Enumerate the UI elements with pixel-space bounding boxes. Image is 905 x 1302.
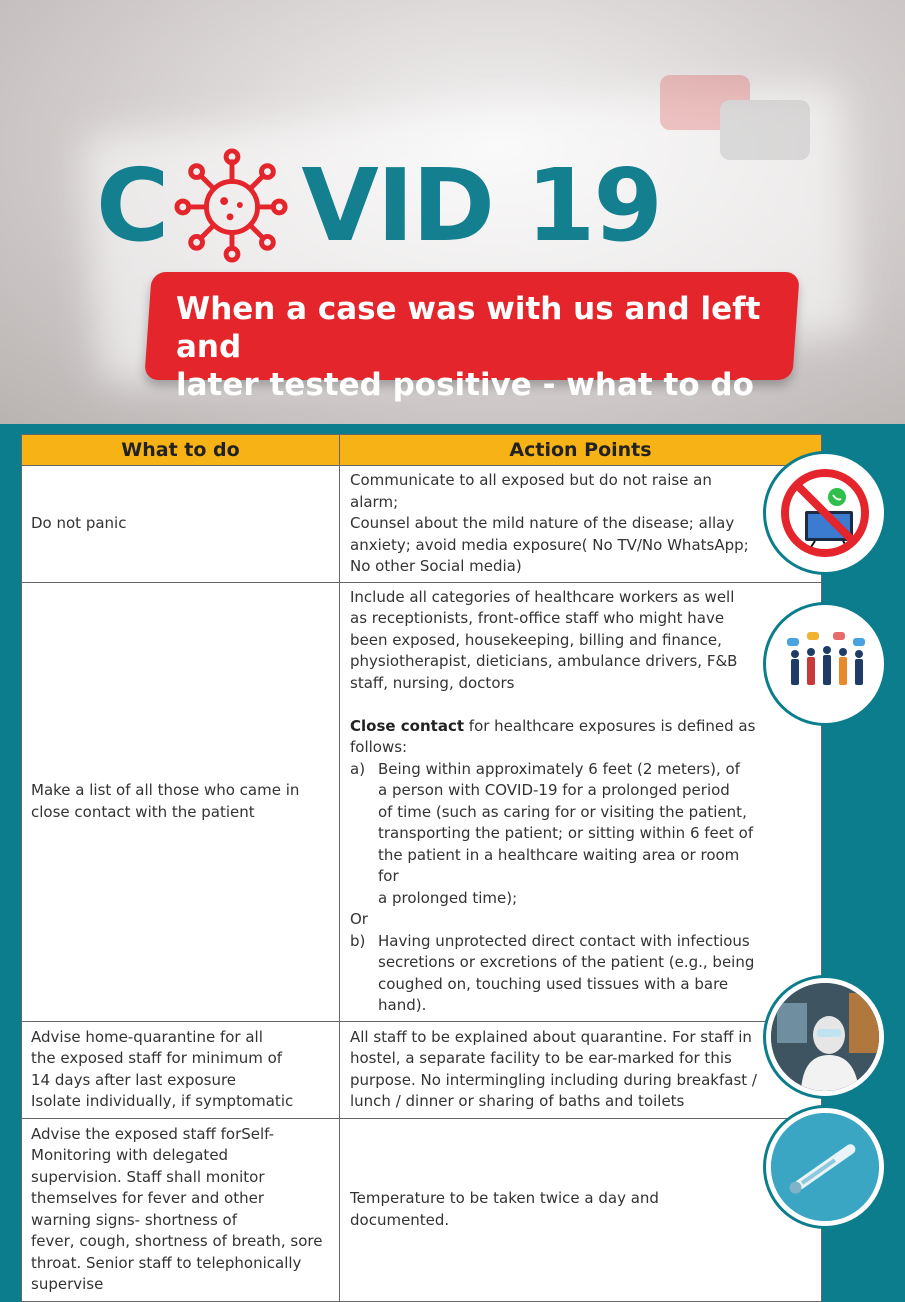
list-label-a: a)	[350, 759, 366, 778]
row3-what-line: Advise home-quarantine for all	[31, 1027, 263, 1046]
row4-what-line: warning signs- shortness of	[31, 1210, 237, 1229]
row1-action-line: Communicate to all exposed but do not raise an alarm;	[350, 471, 712, 511]
no-tv-whatsapp-icon	[766, 454, 884, 572]
row1-action-line: No other Social media)	[350, 557, 522, 575]
row3-what	[22, 1021, 340, 1118]
list-text-b	[378, 931, 761, 1017]
row3-action-line: purpose. No intermingling including during breakfast /	[350, 1070, 757, 1089]
row1-action-line: Counsel about the mild nature of the disease; allay	[350, 514, 735, 532]
list-a-line: transporting the patient; or sitting within 6 feet of	[378, 824, 754, 842]
row2-action	[340, 582, 822, 1021]
banner-heading	[176, 290, 776, 404]
faded-logo-icon	[650, 70, 820, 190]
row2-what	[22, 582, 340, 1021]
people-talking-icon	[766, 605, 884, 723]
row1-action-line: anxiety; avoid media exposure( No TV/No WhatsApp;	[350, 535, 749, 554]
row4-what-line: Monitoring with delegated	[31, 1146, 229, 1164]
row1-what	[22, 466, 340, 583]
row2-what-line: close contact with the patient	[31, 802, 255, 821]
list-text-a	[378, 759, 761, 910]
row3-action	[340, 1021, 822, 1118]
list-item-a	[350, 759, 761, 910]
title-vid-19: VID 19	[301, 146, 661, 264]
row2-what-line: Make a list of all those who came in	[31, 781, 300, 799]
close-contact-rest: for healthcare exposures is defined as	[464, 716, 756, 735]
row2-intro-line: physiotherapist, dieticians, ambulance drivers, F&B	[350, 652, 738, 670]
action-table	[21, 434, 822, 1302]
list-b-line: coughed on, touching used tissues with a bare	[378, 974, 729, 993]
table-row	[22, 1118, 822, 1301]
row2-intro-line: staff, nursing, doctors	[350, 673, 515, 692]
row4-what-line: Advise the exposed staff forSelf-	[31, 1124, 275, 1143]
row4-what-line: themselves for fever and other	[31, 1189, 265, 1207]
covid19-title	[96, 146, 661, 264]
row3-action-line: All staff to be explained about quarantine. For staff in	[350, 1027, 752, 1046]
row4-what-line: fever, cough, shortness of breath, sore	[31, 1232, 323, 1250]
list-a-line: a prolonged time);	[378, 888, 518, 907]
virus-icon	[173, 146, 291, 264]
list-label-b: b)	[350, 931, 366, 950]
list-b-line: Having unprotected direct contact with infectious	[378, 931, 750, 950]
row3-what-line: 14 days after last exposure	[31, 1070, 237, 1089]
row4-what-line: throat. Senior staff to telephonically	[31, 1253, 302, 1272]
row3-action-line: hostel, a separate facility to be ear-marked for this	[350, 1049, 732, 1067]
list-a-line: a person with COVID-19 for a prolonged period	[378, 781, 730, 799]
row4-what-line: supervision. Staff shall monitor	[31, 1167, 265, 1186]
table-row	[22, 1021, 822, 1118]
list-item-b	[350, 931, 761, 1017]
or-line: Or	[350, 910, 368, 928]
close-contact-line	[350, 716, 761, 738]
list-a-line: Being within approximately 6 feet (2 meters), of	[378, 759, 740, 778]
banner-line-2: later tested positive - what to do	[176, 367, 754, 403]
header-area	[0, 0, 905, 424]
list-a-line: of time (such as caring for or visiting the patient,	[378, 802, 747, 821]
title-letter-c: C	[96, 146, 168, 264]
row2-intro-line: been exposed, housekeeping, billing and finance,	[350, 630, 722, 649]
table-row	[22, 466, 822, 583]
row3-action-line: lunch / dinner or sharing of baths and toilets	[350, 1092, 685, 1110]
row2-intro-line: as receptionists, front-office staff who might have	[350, 609, 725, 627]
close-contact-bold: Close contact	[350, 716, 465, 735]
list-b-line: hand).	[378, 996, 427, 1014]
row4-action	[340, 1118, 822, 1301]
row2-intro-line: Include all categories of healthcare workers as well	[350, 587, 735, 606]
table-row	[22, 582, 822, 1021]
row1-what-text: Do not panic	[31, 514, 127, 532]
list-a-line: the patient in a healthcare waiting area or room for	[378, 845, 740, 885]
row4-action-text: Temperature to be taken twice a day and documented.	[350, 1189, 659, 1229]
header-action-points: Action Points	[340, 435, 822, 466]
list-b-line: secretions or excretions of the patient (e.g., being	[378, 953, 755, 971]
banner-line-1: When a case was with us and left and	[176, 291, 761, 365]
header-what-to-do: What to do	[22, 435, 340, 466]
row4-what	[22, 1118, 340, 1301]
thermometer-icon	[766, 1108, 884, 1226]
row4-what-line: supervise	[31, 1275, 104, 1293]
row1-action	[340, 466, 822, 583]
ppe-doctor-icon	[766, 978, 884, 1096]
row3-what-line: the exposed staff for minimum of	[31, 1049, 283, 1067]
row3-what-line: Isolate individually, if symptomatic	[31, 1092, 294, 1110]
follows-line: follows:	[350, 738, 408, 756]
table-header-row	[22, 435, 822, 466]
